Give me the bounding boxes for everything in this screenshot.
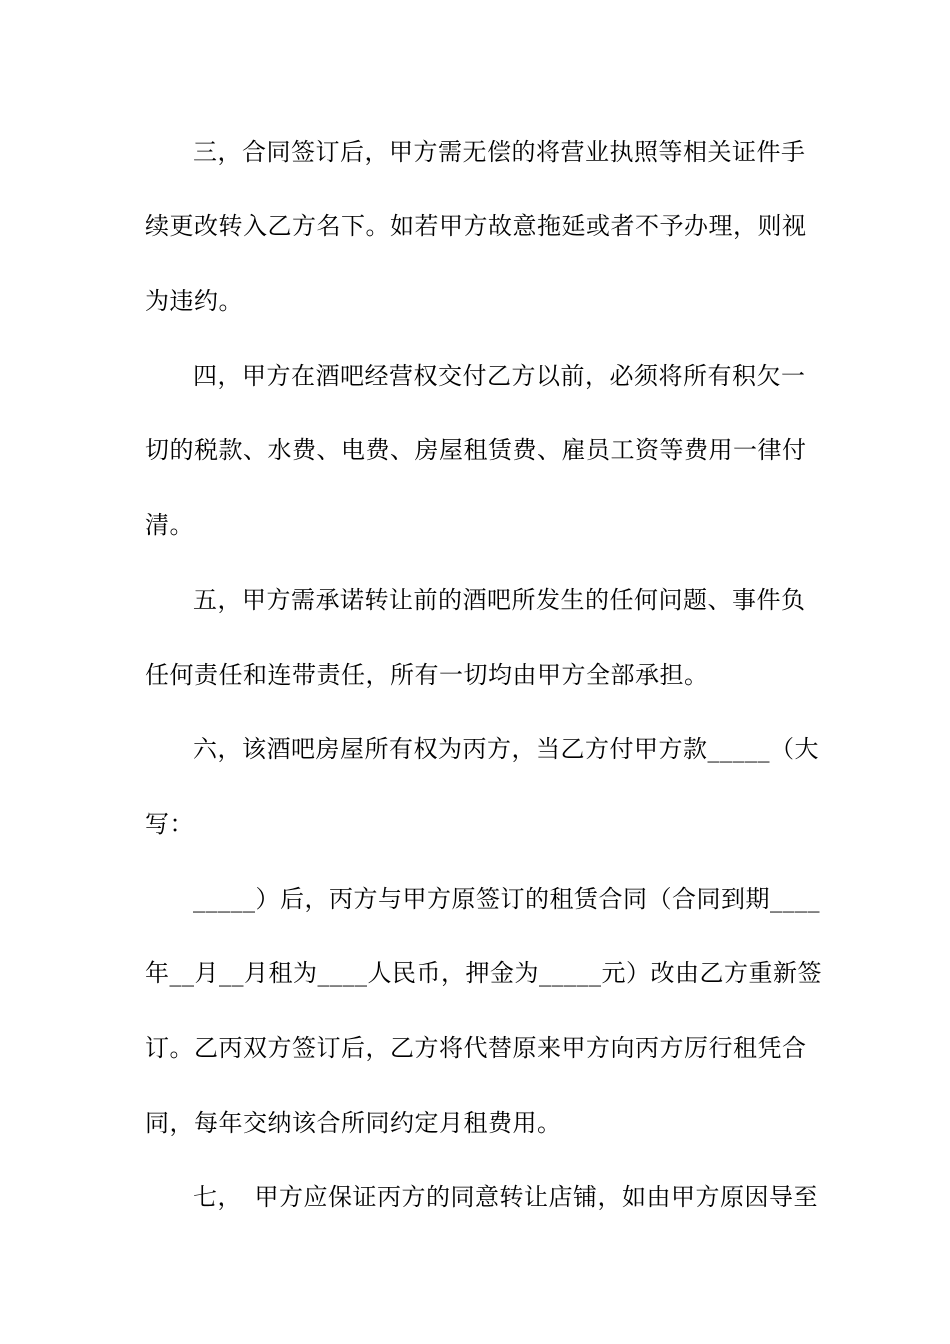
text-line-1: 三，合同签订后，甲方需无偿的将营业执照等相关证件手 — [193, 138, 806, 166]
text-line-9: 六，该酒吧房屋所有权为丙方，当乙方付甲方款_____（大 — [193, 735, 819, 763]
text-line-11: _____）后，丙方与甲方原签订的租赁合同（合同到期____ — [193, 885, 820, 913]
text-line-7: 五，甲方需承诺转让前的酒吧所发生的任何问题、事件负 — [193, 586, 806, 614]
text-line-12: 年__月__月租为____人民币，押金为_____元）改由乙方重新签 — [145, 959, 822, 987]
text-line-6: 清。 — [145, 511, 194, 539]
text-line-4: 四，甲方在酒吧经营权交付乙方以前，必须将所有积欠一 — [193, 362, 806, 390]
text-line-15: 七， 甲方应保证丙方的同意转让店铺，如由甲方原因导至 — [193, 1183, 818, 1211]
text-line-2: 续更改转入乙方名下。如若甲方故意拖延或者不予办理，则视 — [145, 212, 807, 240]
text-line-13: 订。乙丙双方签订后，乙方将代替原来甲方向丙方厉行租凭合 — [145, 1034, 807, 1062]
text-line-3: 为违约。 — [145, 287, 243, 315]
text-line-10: 写： — [145, 810, 194, 838]
text-line-8: 任何责任和连带责任，所有一切均由甲方全部承担。 — [145, 661, 709, 689]
text-line-5: 切的税款、水费、电费、房屋租赁费、雇员工资等费用一律付 — [145, 436, 807, 464]
text-line-14: 同，每年交纳该合所同约定月租费用。 — [145, 1109, 562, 1137]
